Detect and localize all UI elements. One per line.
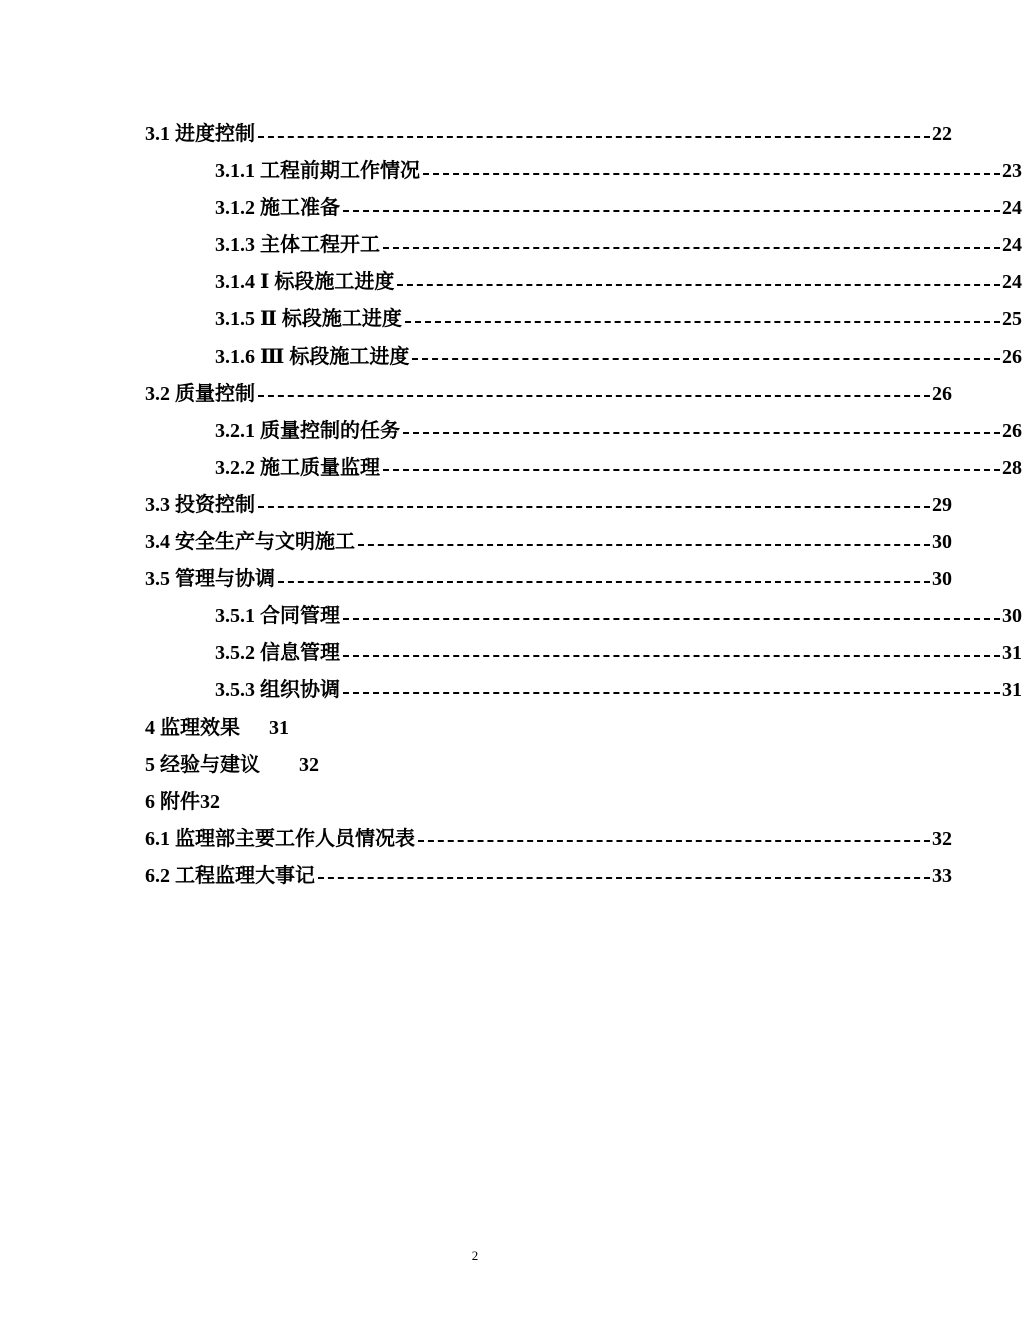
toc-entry-page: 23 xyxy=(1002,160,1022,183)
toc-leader xyxy=(278,581,930,583)
toc-leader xyxy=(405,321,1000,323)
page-number: 2 xyxy=(471,1248,479,1263)
toc-entry-label: 6.1 监理部主要工作人员情况表 xyxy=(145,827,415,850)
toc-entry-page: 26 xyxy=(1002,345,1022,368)
toc-entry-page: 31 xyxy=(269,716,289,739)
toc-entry-label: 3.5.2 信息管理 xyxy=(215,642,340,665)
toc-entry-label: 5 经验与建议 xyxy=(145,753,260,776)
toc-entry-label: 3.2.1 质量控制的任务 xyxy=(215,419,400,442)
toc-entry-label: 3.1.1 工程前期工作情况 xyxy=(215,160,420,183)
toc-entry-label: 3.1.3 主体工程开工 xyxy=(215,234,380,257)
toc-entry-label: 3.1.5 Ⅱ 标段施工进度 xyxy=(215,308,402,331)
toc-entry-page: 31 xyxy=(1002,642,1022,665)
toc-leader xyxy=(383,247,1000,249)
toc-entry-label: 3.2.2 施工质量监理 xyxy=(215,456,380,479)
toc-entry-6-1[interactable] xyxy=(0,821,952,858)
toc-entry-page: 31 xyxy=(1002,679,1022,702)
toc-entry-label: 3.5 管理与协调 xyxy=(145,568,275,591)
toc-entry-label: 4 监理效果 xyxy=(145,716,240,739)
toc-entry-3-1-4[interactable] xyxy=(0,264,1022,301)
toc-leader xyxy=(343,618,1000,620)
toc-leader xyxy=(258,395,930,397)
toc-leader xyxy=(397,284,1000,286)
toc-leader xyxy=(258,136,930,138)
toc-leader xyxy=(343,655,1000,657)
toc-entry-6[interactable] xyxy=(0,784,950,821)
toc-entry-label: 3.4 安全生产与文明施工 xyxy=(145,531,355,554)
toc-leader xyxy=(403,432,1000,434)
toc-leader xyxy=(258,506,930,508)
toc-entry-3-1-3[interactable] xyxy=(0,227,1022,264)
toc-entry-label: 3.5.1 合同管理 xyxy=(215,605,340,628)
toc-leader xyxy=(318,877,930,879)
toc-entry-3-1-1[interactable] xyxy=(0,153,1022,190)
toc-leader xyxy=(343,692,1000,694)
toc-entry-label: 3.2 质量控制 xyxy=(145,382,255,405)
toc-entry-3-5-2[interactable] xyxy=(0,635,1022,672)
toc-leader xyxy=(423,173,1000,175)
toc-entry-page: 24 xyxy=(1002,197,1022,220)
toc-entry-label: 6.2 工程监理大事记 xyxy=(145,864,315,887)
toc-entry-page: 30 xyxy=(932,531,952,554)
toc-leader xyxy=(383,469,1000,471)
toc-entry-3-2[interactable] xyxy=(0,376,952,413)
toc-entry-page: 32 xyxy=(299,753,319,776)
toc-entry-3-5-1[interactable] xyxy=(0,598,1022,635)
toc-entry-3-1[interactable] xyxy=(0,116,952,153)
toc-entry-label: 3.1.6 Ⅲ 标段施工进度 xyxy=(215,345,410,368)
toc-entry-page: 30 xyxy=(1002,605,1022,628)
toc-entry-page: 29 xyxy=(932,493,952,516)
toc-entry-label: 3.1 进度控制 xyxy=(145,123,255,145)
toc-leader xyxy=(412,358,1000,360)
toc-entry-page: 25 xyxy=(1002,308,1022,331)
toc-entry-3-2-1[interactable] xyxy=(0,413,1022,450)
toc-entry-3-2-2[interactable] xyxy=(0,450,1022,487)
toc-entry-3-5-3[interactable] xyxy=(0,672,1022,709)
toc-entry-6-2[interactable] xyxy=(0,858,952,895)
toc-entry-page: 28 xyxy=(1002,456,1022,479)
toc-leader xyxy=(343,210,1000,212)
toc-entry-5[interactable] xyxy=(0,747,950,784)
toc-entry-label: 3.3 投资控制 xyxy=(145,493,255,516)
toc-entry-3-1-5[interactable] xyxy=(0,301,1022,338)
toc-entry-label: 6 附件 xyxy=(145,790,200,813)
toc-entry-label: 3.1.2 施工准备 xyxy=(215,197,340,220)
toc-entry-page: 22 xyxy=(932,123,952,145)
toc-entry-page: 32 xyxy=(200,790,220,813)
toc-entry-label: 3.5.3 组织协调 xyxy=(215,679,340,702)
toc-entry-3-1-2[interactable] xyxy=(0,190,1022,227)
toc-entry-3-4[interactable] xyxy=(0,524,952,561)
toc-entry-page: 26 xyxy=(1002,419,1022,442)
toc-leader xyxy=(358,544,930,546)
table-of-contents xyxy=(0,116,1022,895)
toc-entry-page: 26 xyxy=(932,382,952,405)
toc-entry-page: 32 xyxy=(932,827,952,850)
toc-entry-page: 30 xyxy=(932,568,952,591)
toc-entry-3-1-6[interactable] xyxy=(0,339,1022,376)
toc-entry-label: 3.1.4 Ⅰ 标段施工进度 xyxy=(215,271,395,294)
toc-entry-page: 24 xyxy=(1002,234,1022,257)
toc-leader xyxy=(418,840,930,842)
toc-entry-page: 33 xyxy=(932,864,952,887)
toc-entry-4[interactable] xyxy=(0,710,950,747)
toc-entry-3-5[interactable] xyxy=(0,561,952,598)
toc-entry-page: 24 xyxy=(1002,271,1022,294)
toc-entry-3-3[interactable] xyxy=(0,487,952,524)
